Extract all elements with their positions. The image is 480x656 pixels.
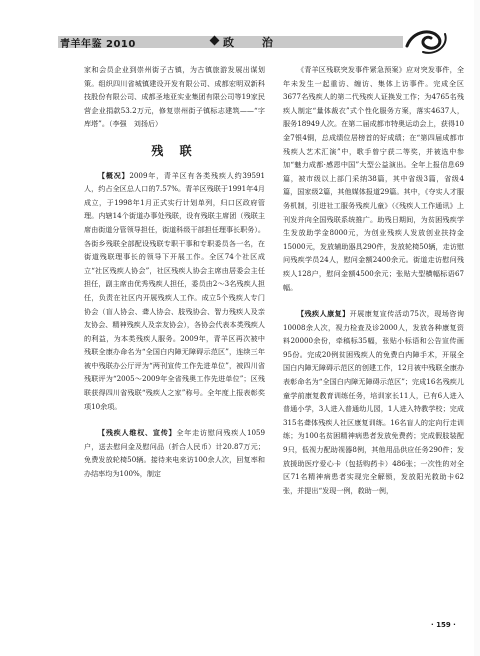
overview-tag: 【概况】	[98, 170, 130, 180]
page-header	[0, 0, 480, 60]
paragraph-visit	[84, 426, 265, 480]
right-column	[283, 63, 464, 497]
visit-tag: 【残疾人维权、宣传】	[98, 428, 177, 438]
paragraph-intro: 家和会员企业到崇州街子古镇，为古镇旅游发展出谋划策。组织四川省城镇建设开发有限公司、成都宏明双新科技股份有限公司、成都圣地亚实业集团有限公司等19家民营企业捐款53.2万元，修复崇州街子镇标志建筑——“字库塔”。（李强 刘扬后）	[84, 65, 265, 129]
section-heading: 政 治	[223, 36, 285, 49]
rehab-text: 开展康复宣传活动75次，现场咨询10008余人次，视力检查及诊2000人，发放各种康复资料20000余份，牵稿标35幅，张贴小标语和公告宣传画95份。完成20例贫困残疾人的免费白内障手术，开展全国白内障无障碍示范区的创建工作，12月被中残联全康办表彰命名为“全国白内障无障碍示范区”；完成16名残疾儿童学前康复教育训练任务，培训家长11人，已有6人进入普通小学，3人进入普通幼儿园，1人进入特教学校；完成315名聋体残疾人社区康复训练。16名盲人的定向行走训练；为100名贫困精神病患者发放免费药；完成假肢装配9只，低视力配助视器8例，其他用品供应任务290件；发放援助医疗爱心卡（包括购药卡）486张；一次性的对全区71名精神病患者实现完全解锁，发放阳光救助卡62张，并提出“发现一例，救助一例，	[283, 309, 464, 495]
swirl-logo-icon	[403, 26, 451, 56]
paragraph-continued: 《青羊区残联突发事件紧急预案》应对突发事件，全年未发生一起重访、缠访、集体上访事件。完成全区3677名残疾人的第二代残疾人证换发工作；为4765名残疾人制定“量体裁衣”式个性化服务方案，落实4637人，服务18949人次。在第二届成都市特奥运动会上，获得10金7银4铜，总成绩位居榜首的好成绩；在“第四届成都市残疾人艺术汇演”中，歌手曾宁获二等奖，并被选中参加“魅力成都·感恩中国”大型公益演出。全年上报信息69篇，被市级以上部门采纳38篇，其中省级3篇，省级4篇，国家级2篇，其他媒体报道29篇。其中，《夺实人才服务机制，引进社工服务残疾儿童》（《残疾人工作通讯》上刊发并向全国残联系统推广。助残日期间，为贫困残疾学生发放助学金8000元，为创业残疾人发放创业扶持金15000元，发放辅助器具290件，发放轮椅50辆，走访慰问残疾学员24人，慰问金额2400余元。街道走访慰问残疾人128户，慰问金额4500余元；张贴大型横幅标语67幅。	[283, 65, 464, 292]
left-column	[84, 63, 265, 481]
rehab-tag: 【残疾人康复】	[297, 309, 350, 319]
page-number: · 159 ·	[431, 621, 456, 629]
section-title: 残 联	[151, 143, 198, 158]
journal-title: 青羊年鉴 2010	[60, 39, 136, 50]
visit-text: 全年走访慰问残疾人1059户，送去慰问金及慰问品（折合人民币）计20.87万元；免费发放轮椅50辆。接待来电来访100余人次，回复率和办结率均为100%，制定	[84, 428, 265, 479]
page-edge	[474, 0, 480, 656]
overview-text: 2009年，青羊区有各类残疾人约39591人，约占全区总人口的7.57%。青羊区残联于1991年4月成立，于1998年1月正式实行计划单列，归口区政府管理。内辖14个街道办事处残联，设有残联主席团（残联主席由街道分管领导担任，街道科级干部担任理事长职务）。各街乡残联全部配设残联专职干事和专职委员各一名，在街道残联理事长的领导下开展工作。全区74个社区成立“社区残疾人协会”，社区残疾人协会主席由居委会主任担任，副主席由优秀残疾人担任，委员由2～3名残疾人担任，负责在社区内开展残疾人工作。成立5个残疾人专门协会（盲人协会、聋人协会、肢残协会、智力残疾人及亲友协会、精神残疾人及亲友协会），各协会代表本类残疾人的利益，为本类残疾人服务。2009年，青羊区再次被中残联全康办命名为“全国白内障无障碍示范区”，连续三年被中残联办公厅评为“两刊宣传工作先进单位”，被四川省残联评为“2005～2009年全省残奥工作先进单位”；区残联获得四川省残联“残疾人之家”称号。全年度上报表彰奖项10余项。	[84, 170, 265, 411]
paragraph-overview	[84, 169, 265, 414]
paragraph-rehab	[283, 307, 464, 497]
